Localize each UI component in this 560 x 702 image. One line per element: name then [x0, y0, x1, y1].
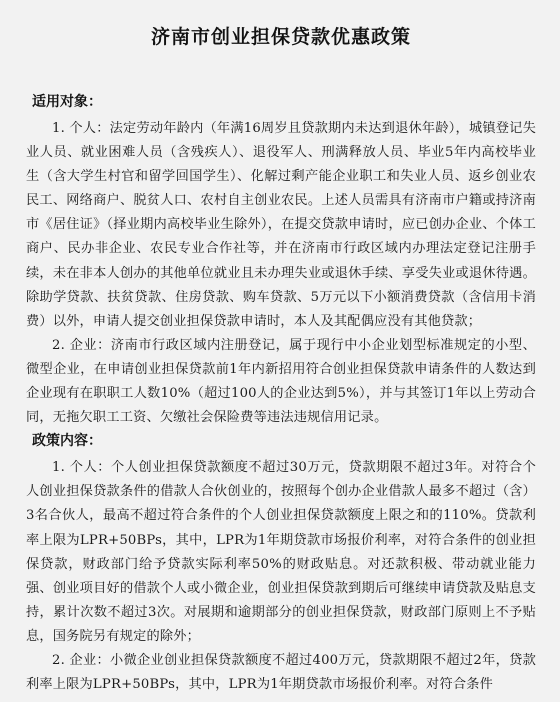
paragraph-policy-enterprise: 2. 企业：小微企业创业担保贷款额度不超过400万元，贷款期限不超过2年，贷款利率上限为LPR+50BPs，其中，LPR为1年期贷款市场报价利率。对符合条件: [26, 652, 536, 693]
section-eligibility: [26, 91, 536, 430]
paragraph-eligibility-enterprise: 2. 企业：济南市行政区域内注册登记，属于现行中小企业划型标准规定的小型、微型企业，在申请创业担保贷款前1年内新招用符合创业担保贷款申请条件的人数达到企业现有在职职工人数10%（超过100人的企业达到5%），并与其签订1年以上劳动合同，无拖欠职工工资、欠缴社会保险费等违法违规信用记录。: [26, 337, 536, 426]
paragraph-eligibility-individual: 1. 个人：法定劳动年龄内（年满16周岁且贷款期内未达到退休年龄），城镇登记失业人员、就业困难人员（含残疾人）、退役军人、刑满释放人员、毕业5年内高校毕业生（含大学生村官和留学回国学生）、化解过剩产能企业职工和失业人员、返乡创业农民工、网络商户、脱贫人口、农村自主创业农民。上述人员需具有济南市户籍或持济南市《居住证》（择业期内高校毕业生除外），在提交贷款申请时，应已创办企业、个体工商户、民办非企业、农民专业合作社等，并在济南市行政区域内办理法定登记注册手续，未在非本人创办的其他单位就业且未办理失业或退休手续、享受失业或退休待遇。除助学贷款、扶贫贷款、住房贷款、购车贷款、5万元以下小额消费贷款（含信用卡消费）以外，申请人提交创业担保贷款申请时，本人及其配偶应没有其他贷款；: [26, 121, 536, 329]
section-policy: [26, 430, 536, 697]
section-heading-eligibility: 适用对象：: [32, 94, 102, 110]
document-title: 济南市创业担保贷款优惠政策: [150, 26, 411, 48]
section-heading-policy: 政策内容：: [32, 433, 102, 450]
paragraph-policy-individual: 1. 个人：个人创业担保贷款额度不超过30万元，贷款期限不超过3年。对符合个人创业担保贷款条件的借款人合伙创业的，按照每个创办企业借款人最多不超过（含）3名合伙人，最高不超过符合条件的个人创业担保贷款额度上限之和的110%。贷款利率上限为LPR+50BPs，其中，LPR为1年期贷款市场报价利率，对符合条件的创业担保贷款，财政部门给予贷款实际利率50%的财政贴息。对还款积极、带动就业能力强、创业项目好的借款个人或小微企业，创业担保贷款到期后可继续申请贷款及贴息支持，累计次数不超过3次。对展期和逾期部分的创业担保贷款，财政部门原则上不予贴息，国务院另有规定的除外；: [26, 460, 536, 644]
